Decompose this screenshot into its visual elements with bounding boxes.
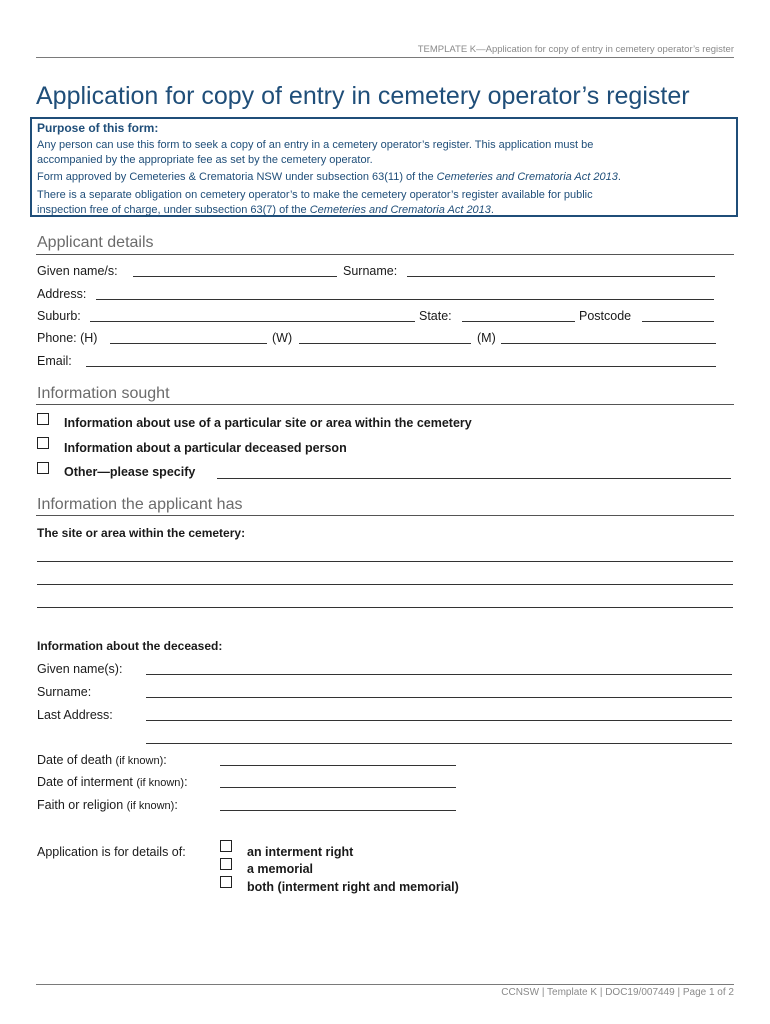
surname-label: Surname: — [343, 264, 398, 278]
deceased-given-names-label: Given name(s): — [37, 662, 123, 676]
page-footer: CCNSW | Template K | DOC19/007449 | Page 1 of 2 — [501, 987, 734, 998]
other-option: Other—please specify — [64, 465, 196, 479]
suburb-field[interactable] — [90, 321, 415, 322]
memorial-checkbox[interactable] — [220, 858, 232, 870]
date-of-interment-text: Date of interment — [37, 775, 133, 789]
details-of-label: Application is for details of: — [37, 845, 186, 859]
purpose-text-3 — [37, 171, 621, 183]
date-of-death-field[interactable] — [220, 765, 456, 766]
deceased-person-option: Information about a particular deceased person — [64, 441, 347, 455]
state-label: State: — [419, 309, 452, 323]
page-title: Application for copy of entry in cemetery operator’s register — [36, 82, 690, 110]
header-divider — [36, 57, 734, 58]
date-of-death-label: Date of death (if known): — [37, 753, 167, 767]
email-label: Email: — [37, 354, 72, 368]
phone-work-label: (W) — [272, 331, 293, 345]
faith-text: Faith or religion — [37, 798, 124, 812]
memorial-option: a memorial — [247, 862, 314, 876]
site-area-label: The site or area within the cemetery: — [37, 526, 246, 540]
purpose-text-3a: Form approved by Cemeteries & Crematoria NSW under subsection 63(11) of the — [37, 171, 437, 183]
given-names-field[interactable] — [133, 276, 337, 277]
deceased-surname-field[interactable] — [146, 697, 732, 698]
other-checkbox[interactable] — [37, 462, 49, 474]
if-known-note: (if known) — [136, 777, 185, 789]
purpose-text-1: Any person can use this form to seek a copy of an entry in a cemetery operator’s register. This application must be — [37, 139, 594, 151]
site-area-field-2[interactable] — [37, 584, 733, 585]
phone-mobile-label: (M) — [477, 331, 496, 345]
if-known-note: (if known) — [126, 800, 175, 812]
act-name: Cemeteries and Crematoria Act 2013 — [309, 204, 491, 216]
date-of-death-text: Date of death — [37, 753, 113, 767]
deceased-surname-label: Surname: — [37, 685, 92, 699]
deceased-person-checkbox[interactable] — [37, 437, 49, 449]
act-name: Cemeteries and Crematoria Act 2013 — [436, 171, 618, 183]
address-label: Address: — [37, 287, 87, 301]
interment-right-checkbox[interactable] — [220, 840, 232, 852]
purpose-text-5b: . — [490, 204, 494, 216]
deceased-heading: Information about the deceased: — [37, 639, 223, 653]
both-option: both (interment right and memorial) — [247, 880, 459, 894]
phone-work-field[interactable] — [299, 343, 471, 344]
purpose-text-3b: . — [617, 171, 621, 183]
phone-home-field[interactable] — [110, 343, 267, 344]
phone-mobile-field[interactable] — [501, 343, 716, 344]
date-of-interment-field[interactable] — [220, 787, 456, 788]
footer-divider — [36, 984, 734, 985]
phone-home-label: Phone: (H) — [37, 331, 98, 345]
site-area-field-3[interactable] — [37, 607, 733, 608]
suburb-label: Suburb: — [37, 309, 81, 323]
faith-field[interactable] — [220, 810, 456, 811]
purpose-heading: Purpose of this form: — [37, 121, 159, 135]
purpose-text-5a: inspection free of charge, under subsection 63(7) of the — [37, 204, 310, 216]
site-area-field-1[interactable] — [37, 561, 733, 562]
postcode-field[interactable] — [642, 321, 714, 322]
purpose-text-2: accompanied by the appropriate fee as set by the cemetery operator. — [37, 154, 373, 166]
given-names-label: Given name/s: — [37, 264, 118, 278]
other-specify-field[interactable] — [217, 478, 731, 479]
surname-field[interactable] — [407, 276, 715, 277]
both-checkbox[interactable] — [220, 876, 232, 888]
state-field[interactable] — [462, 321, 575, 322]
faith-label: Faith or religion (if known): — [37, 798, 178, 812]
last-address-field-1[interactable] — [146, 720, 732, 721]
purpose-text-4: There is a separate obligation on cemetery operator’s to make the cemetery operator’s register available for public — [37, 189, 593, 201]
email-field[interactable] — [86, 366, 716, 367]
interment-right-option: an interment right — [247, 845, 354, 859]
section-divider — [36, 404, 734, 405]
use-of-site-checkbox[interactable] — [37, 413, 49, 425]
purpose-text-5 — [37, 204, 494, 216]
info-sought-heading: Information sought — [37, 385, 170, 402]
info-has-heading: Information the applicant has — [37, 496, 243, 513]
section-divider — [36, 515, 734, 516]
deceased-given-names-field[interactable] — [146, 674, 732, 675]
running-head: TEMPLATE K—Application for copy of entry in cemetery operator’s register — [417, 44, 734, 55]
date-of-interment-label: Date of interment (if known): — [37, 775, 188, 789]
address-field[interactable] — [96, 299, 714, 300]
last-address-label: Last Address: — [37, 708, 113, 722]
if-known-note: (if known) — [115, 755, 164, 767]
last-address-field-2[interactable] — [146, 743, 732, 744]
applicant-heading: Applicant details — [37, 234, 154, 251]
postcode-label: Postcode — [579, 309, 632, 323]
section-divider — [36, 254, 734, 255]
use-of-site-option: Information about use of a particular site or area within the cemetery — [64, 416, 472, 430]
